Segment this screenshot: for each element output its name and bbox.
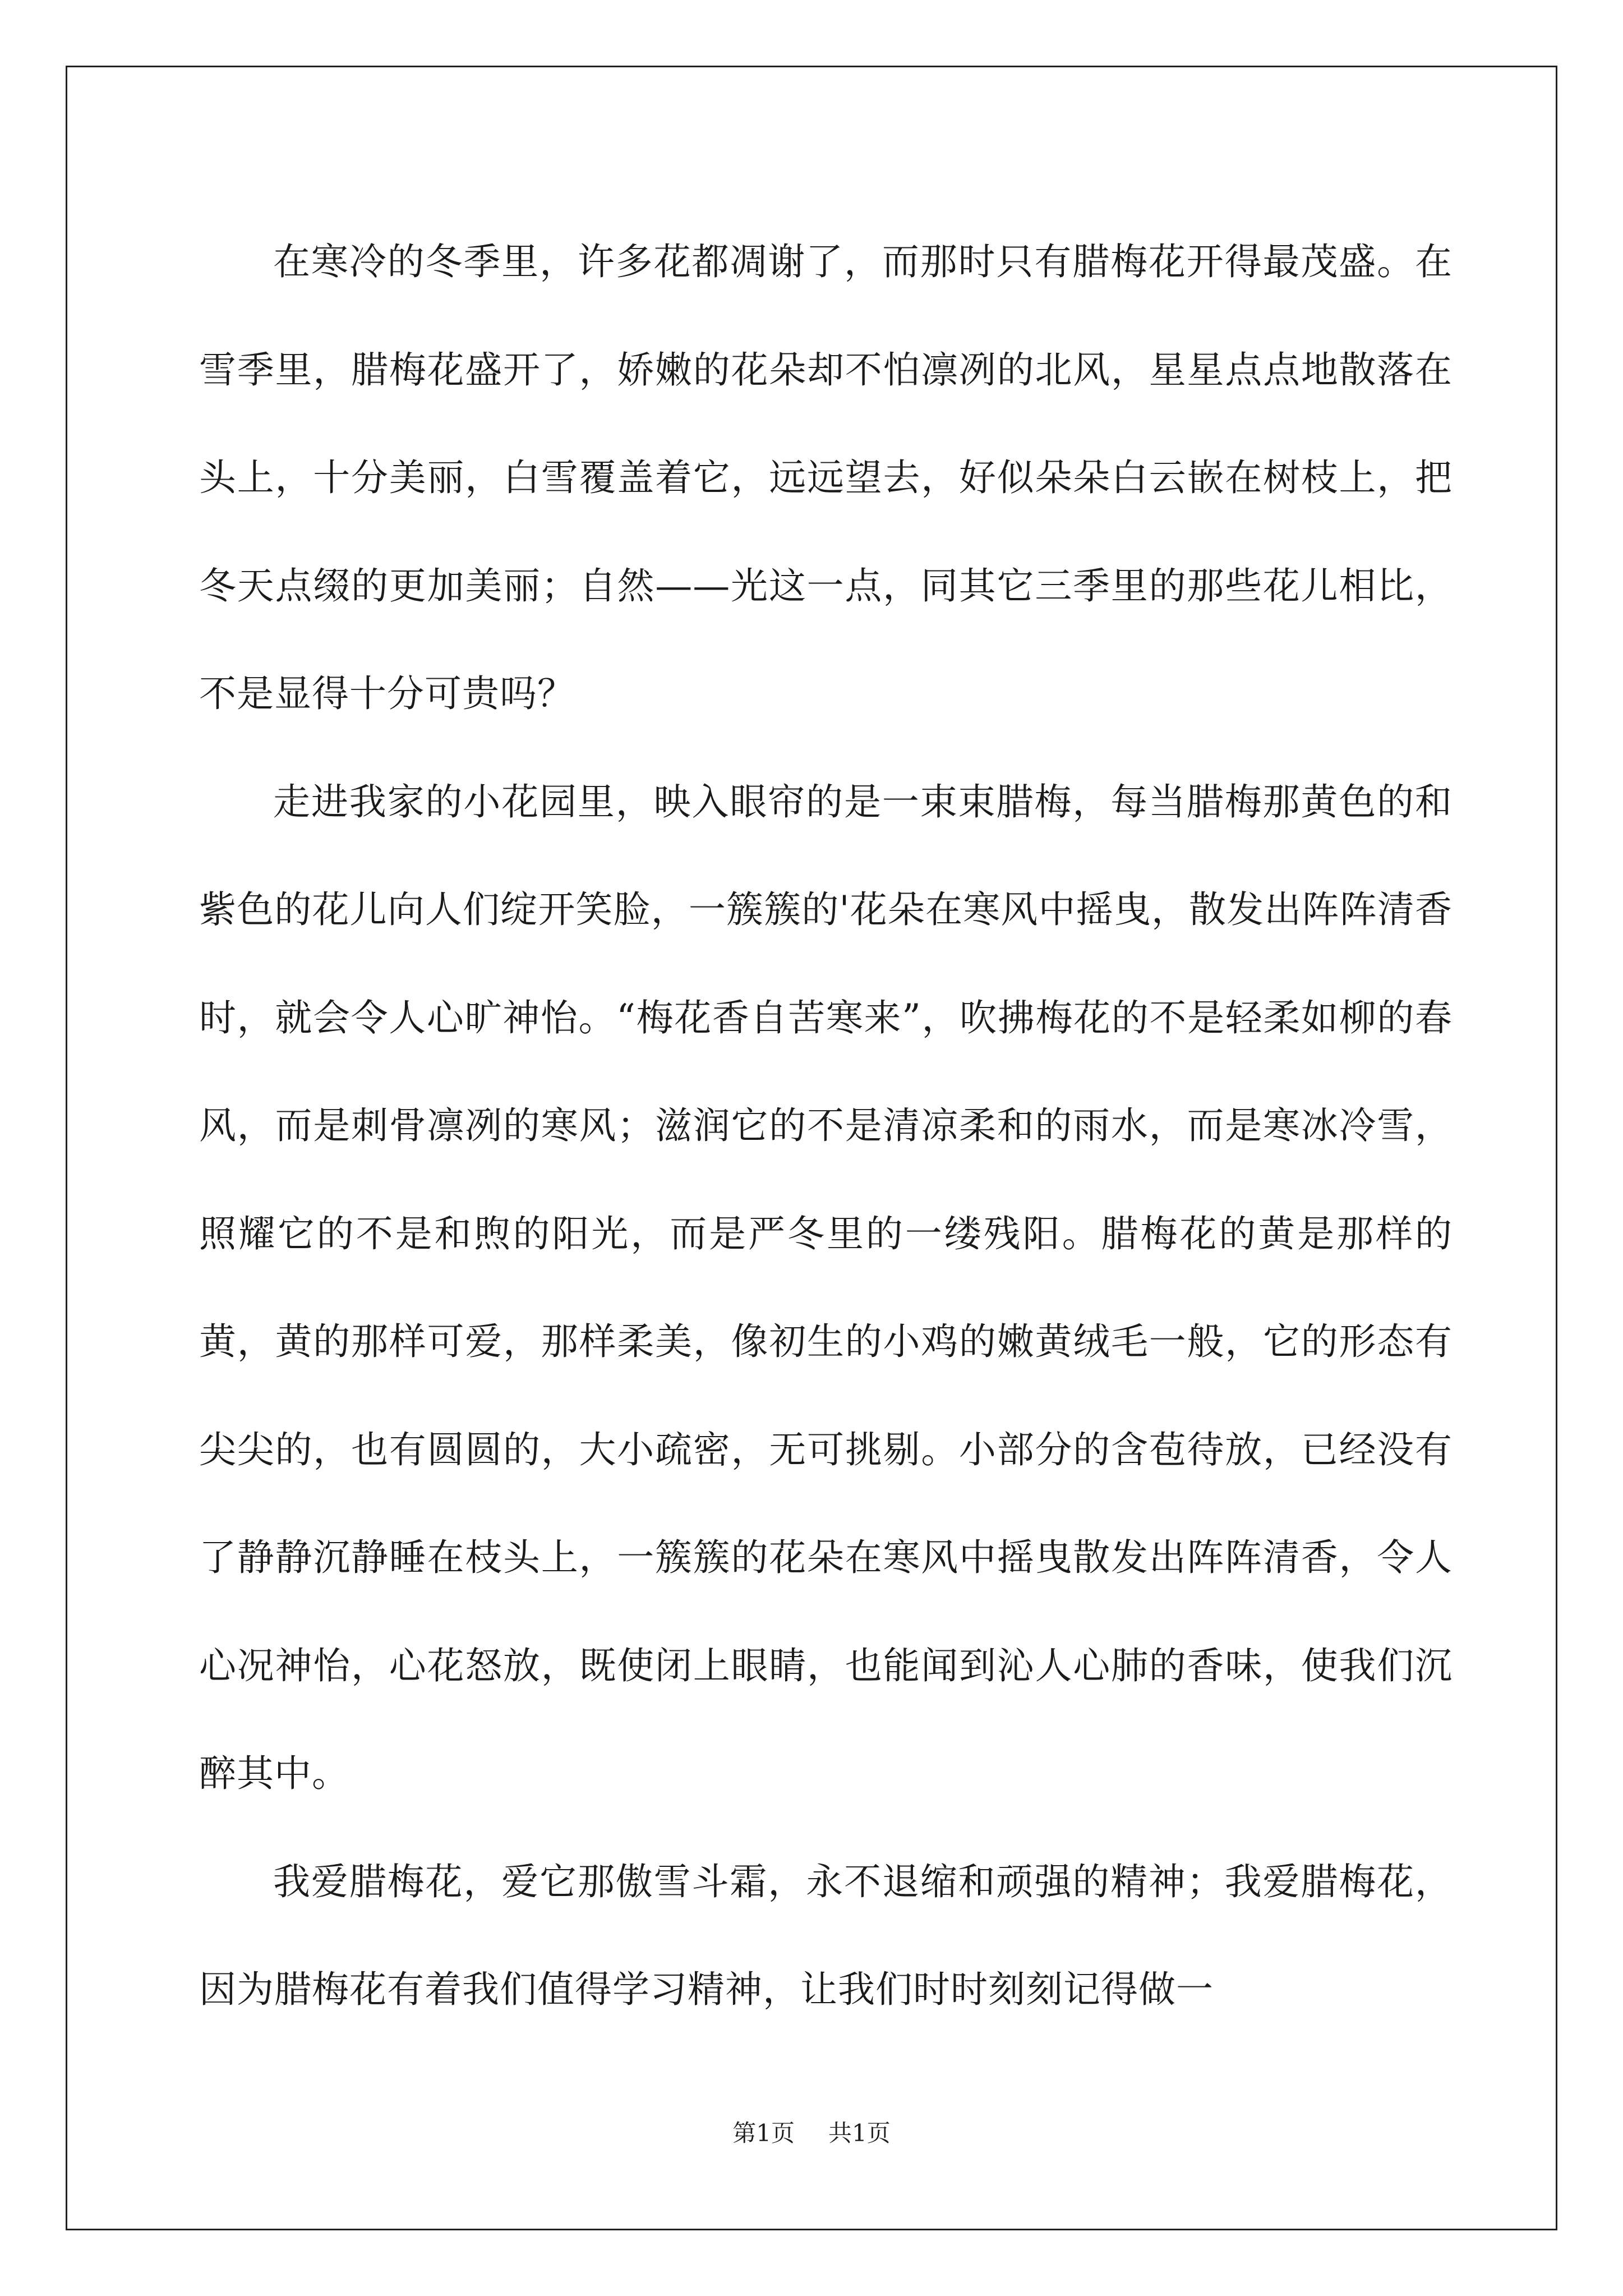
page-number: 第1页: [732, 2119, 795, 2147]
document-body: [199, 208, 1453, 2044]
page-footer: [0, 2118, 1623, 2149]
paragraph-1: 在寒冷的冬季里，许多花都凋谢了，而那时只有腊梅花开得最茂盛。在雪季里，腊梅花盛开了，娇嫩的花朵却不怕凛冽的北风，星星点点地散落在头上，十分美丽，白雪覆盖着它，远远望去，好似朵朵白云嵌在树枝上，把冬天点缀的更加美丽；自然——光这一点，同其它三季里的那些花儿相比，不是显得十分可贵吗？: [199, 240, 1453, 715]
page-total: 共1页: [828, 2119, 891, 2147]
paragraph-3: 我爱腊梅花，爱它那傲雪斗霜，永不退缩和顽强的精神；我爱腊梅花，因为腊梅花有着我们值得学习精神，让我们时时刻刻记得做一: [199, 1860, 1453, 2011]
paragraph-2: 走进我家的小花园里，映入眼帘的是一束束腊梅，每当腊梅那黄色的和紫色的花儿向人们绽开笑脸，一簇簇的'花朵在寒风中摇曳，散发出阵阵清香时，就会令人心旷神怡。“梅花香自苦寒来”，吹拂梅花的不是轻柔如柳的春风，而是刺骨凛冽的寒风；滋润它的不是清凉柔和的雨水，而是寒冰冷雪，照耀它的不是和煦的阳光，而是严冬里的一缕残阳。腊梅花的黄是那样的黄，黄的那样可爱，那样柔美，像初生的小鸡的嫩黄绒毛一般，它的形态有尖尖的，也有圆圆的，大小疏密，无可挑剔。小部分的含苞待放，已经没有了静静沉静睡在枝头上，一簇簇的花朵在寒风中摇曳散发出阵阵清香，令人心况神怡，心花怒放，既使闭上眼睛，也能闻到沁人心肺的香味，使我们沉醉其中。: [199, 780, 1453, 1795]
